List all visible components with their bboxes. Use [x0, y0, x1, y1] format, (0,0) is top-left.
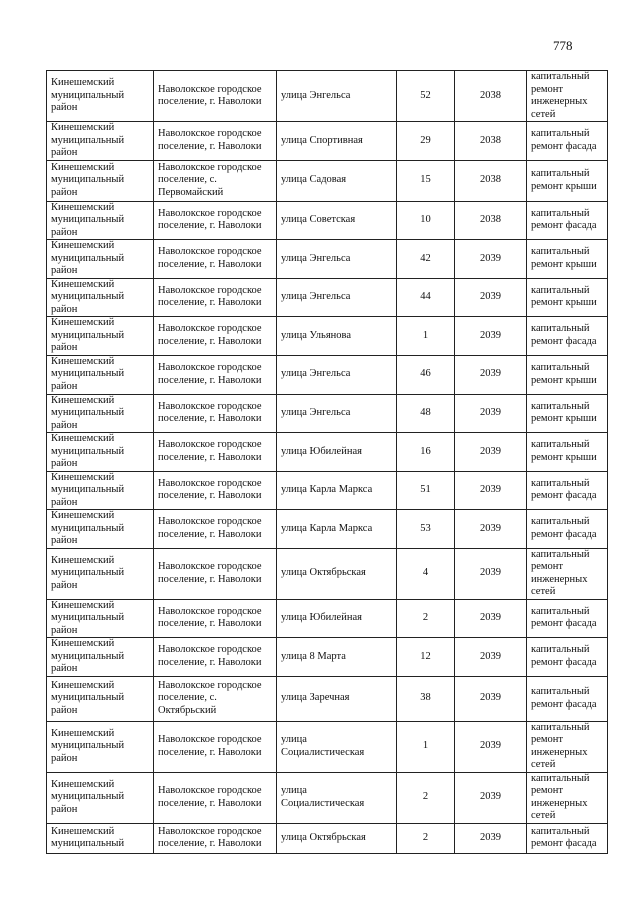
cell-street: улица Октябрьская	[277, 548, 397, 599]
cell-work: капитальный ремонт фасада	[527, 122, 608, 161]
table-row	[47, 638, 608, 677]
cell-house: 42	[397, 240, 455, 279]
cell-work: капитальный ремонт фасада	[527, 471, 608, 510]
cell-district: Кинешемский муниципальный район	[47, 71, 154, 122]
cell-district: Кинешемский муниципальный район	[47, 394, 154, 433]
cell-house: 4	[397, 548, 455, 599]
cell-settlement: Наволокское городское поселение, г. Наволоки	[154, 240, 277, 279]
cell-settlement: Наволокское городское поселение, г. Наволоки	[154, 638, 277, 677]
cell-district: Кинешемский муниципальный район	[47, 510, 154, 549]
cell-street: улица Советская	[277, 201, 397, 240]
cell-district: Кинешемский муниципальный район	[47, 201, 154, 240]
cell-street: улица Социалистическая	[277, 721, 397, 772]
cell-street: улица Садовая	[277, 160, 397, 201]
cell-district: Кинешемский муниципальный район	[47, 676, 154, 721]
cell-settlement: Наволокское городское поселение, г. Наволоки	[154, 201, 277, 240]
cell-work: капитальный ремонт крыши	[527, 433, 608, 472]
cell-work: капитальный ремонт фасада	[527, 638, 608, 677]
cell-street: улица Спортивная	[277, 122, 397, 161]
table-row	[47, 721, 608, 772]
cell-street: улица Карла Маркса	[277, 471, 397, 510]
cell-year: 2039	[455, 823, 527, 853]
cell-year: 2039	[455, 278, 527, 317]
cell-district: Кинешемский муниципальный	[47, 823, 154, 853]
cell-house: 15	[397, 160, 455, 201]
cell-year: 2039	[455, 721, 527, 772]
table-row	[47, 201, 608, 240]
cell-house: 44	[397, 278, 455, 317]
cell-street: улица Заречная	[277, 676, 397, 721]
table-row	[47, 240, 608, 279]
cell-district: Кинешемский муниципальный район	[47, 599, 154, 638]
cell-street: улица Октябрьская	[277, 823, 397, 853]
cell-settlement: Наволокское городское поселение, г. Наволоки	[154, 510, 277, 549]
cell-district: Кинешемский муниципальный район	[47, 433, 154, 472]
cell-work: капитальный ремонт инженерных сетей	[527, 548, 608, 599]
cell-year: 2039	[455, 394, 527, 433]
cell-house: 29	[397, 122, 455, 161]
cell-district: Кинешемский муниципальный район	[47, 278, 154, 317]
table-row	[47, 433, 608, 472]
cell-street: улица Юбилейная	[277, 433, 397, 472]
table-row	[47, 394, 608, 433]
cell-year: 2038	[455, 201, 527, 240]
cell-year: 2039	[455, 240, 527, 279]
table-row	[47, 823, 608, 853]
cell-settlement: Наволокское городское поселение, г. Наволоки	[154, 721, 277, 772]
table-row	[47, 71, 608, 122]
cell-district: Кинешемский муниципальный район	[47, 638, 154, 677]
cell-street: улица Энгельса	[277, 394, 397, 433]
cell-work: капитальный ремонт фасада	[527, 510, 608, 549]
cell-street: улица Карла Маркса	[277, 510, 397, 549]
cell-year: 2039	[455, 548, 527, 599]
cell-year: 2039	[455, 772, 527, 823]
cell-house: 53	[397, 510, 455, 549]
cell-street: улица Юбилейная	[277, 599, 397, 638]
cell-house: 10	[397, 201, 455, 240]
cell-year: 2039	[455, 599, 527, 638]
cell-house: 1	[397, 721, 455, 772]
cell-house: 52	[397, 71, 455, 122]
cell-house: 2	[397, 772, 455, 823]
cell-settlement: Наволокское городское поселение, г. Наволоки	[154, 122, 277, 161]
cell-settlement: Наволокское городское поселение, г. Наволоки	[154, 71, 277, 122]
cell-year: 2038	[455, 122, 527, 161]
cell-settlement: Наволокское городское поселение, г. Наволоки	[154, 772, 277, 823]
cell-street: улица Ульянова	[277, 317, 397, 356]
cell-work: капитальный ремонт крыши	[527, 355, 608, 394]
cell-work: капитальный ремонт фасада	[527, 599, 608, 638]
table-row	[47, 676, 608, 721]
table-row	[47, 510, 608, 549]
table-row	[47, 278, 608, 317]
cell-work: капитальный ремонт крыши	[527, 278, 608, 317]
table-row	[47, 471, 608, 510]
cell-work: капитальный ремонт инженерных сетей	[527, 772, 608, 823]
cell-house: 46	[397, 355, 455, 394]
cell-street: улица Энгельса	[277, 355, 397, 394]
cell-street: улица 8 Марта	[277, 638, 397, 677]
cell-house: 38	[397, 676, 455, 721]
cell-district: Кинешемский муниципальный район	[47, 317, 154, 356]
cell-settlement: Наволокское городское поселение, г. Наволоки	[154, 394, 277, 433]
page-number: 778	[553, 38, 573, 53]
cell-district: Кинешемский муниципальный район	[47, 721, 154, 772]
table-row	[47, 772, 608, 823]
cell-year: 2038	[455, 71, 527, 122]
cell-work: капитальный ремонт крыши	[527, 240, 608, 279]
cell-settlement: Наволокское городское поселение, г. Наволоки	[154, 548, 277, 599]
cell-district: Кинешемский муниципальный район	[47, 548, 154, 599]
cell-work: капитальный ремонт крыши	[527, 394, 608, 433]
cell-district: Кинешемский муниципальный район	[47, 355, 154, 394]
cell-year: 2038	[455, 160, 527, 201]
cell-house: 12	[397, 638, 455, 677]
cell-street: улица Социалистическая	[277, 772, 397, 823]
cell-work: капитальный ремонт фасада	[527, 201, 608, 240]
table-row	[47, 355, 608, 394]
cell-settlement: Наволокское городское поселение, г. Наволоки	[154, 278, 277, 317]
table-row	[47, 317, 608, 356]
cell-house: 48	[397, 394, 455, 433]
cell-settlement: Наволокское городское поселение, г. Наволоки	[154, 471, 277, 510]
cell-year: 2039	[455, 433, 527, 472]
cell-house: 16	[397, 433, 455, 472]
cell-street: улица Энгельса	[277, 278, 397, 317]
cell-work: капитальный ремонт фасада	[527, 676, 608, 721]
table-row	[47, 599, 608, 638]
cell-street: улица Энгельса	[277, 71, 397, 122]
table-row	[47, 548, 608, 599]
cell-district: Кинешемский муниципальный район	[47, 471, 154, 510]
cell-street: улица Энгельса	[277, 240, 397, 279]
cell-settlement: Наволокское городское поселение, г. Наволоки	[154, 823, 277, 853]
cell-settlement: Наволокское городское поселение, с. Первомайский	[154, 160, 277, 201]
cell-settlement: Наволокское городское поселение, г. Наволоки	[154, 599, 277, 638]
cell-year: 2039	[455, 676, 527, 721]
repair-schedule-table	[46, 70, 608, 854]
cell-year: 2039	[455, 638, 527, 677]
cell-district: Кинешемский муниципальный район	[47, 122, 154, 161]
cell-year: 2039	[455, 317, 527, 356]
cell-house: 2	[397, 823, 455, 853]
cell-settlement: Наволокское городское поселение, г. Наволоки	[154, 355, 277, 394]
cell-work: капитальный ремонт инженерных сетей	[527, 71, 608, 122]
cell-settlement: Наволокское городское поселение, г. Наволоки	[154, 433, 277, 472]
cell-settlement: Наволокское городское поселение, с. Октябрьский	[154, 676, 277, 721]
cell-work: капитальный ремонт фасада	[527, 317, 608, 356]
table-row	[47, 160, 608, 201]
cell-district: Кинешемский муниципальный район	[47, 240, 154, 279]
cell-district: Кинешемский муниципальный район	[47, 160, 154, 201]
cell-house: 2	[397, 599, 455, 638]
cell-year: 2039	[455, 471, 527, 510]
cell-house: 1	[397, 317, 455, 356]
table-row	[47, 122, 608, 161]
cell-work: капитальный ремонт инженерных сетей	[527, 721, 608, 772]
cell-work: капитальный ремонт крыши	[527, 160, 608, 201]
cell-year: 2039	[455, 510, 527, 549]
cell-settlement: Наволокское городское поселение, г. Наволоки	[154, 317, 277, 356]
cell-house: 51	[397, 471, 455, 510]
cell-year: 2039	[455, 355, 527, 394]
cell-work: капитальный ремонт фасада	[527, 823, 608, 853]
cell-district: Кинешемский муниципальный район	[47, 772, 154, 823]
